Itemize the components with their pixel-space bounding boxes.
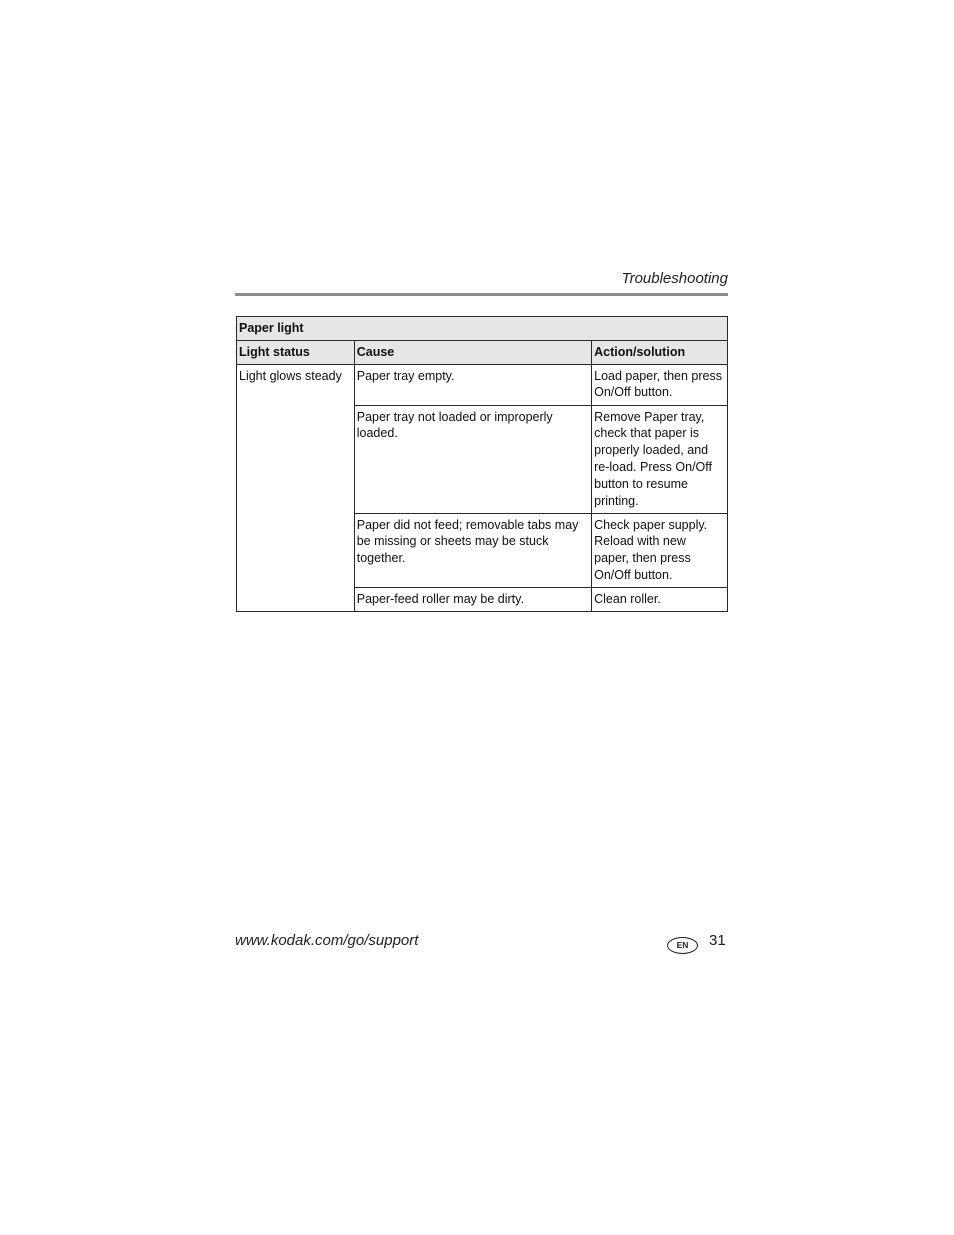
cause-cell: Paper did not feed; removable tabs may be missing or sheets may be stuck together.: [354, 513, 591, 587]
cause-cell: Paper tray not loaded or improperly loaded.: [354, 405, 591, 513]
light-status-cell: Light glows steady: [237, 364, 355, 611]
action-cell: Load paper, then press On/Off button.: [592, 364, 728, 405]
language-badge: EN: [667, 937, 698, 954]
column-header-cause: Cause: [354, 340, 591, 364]
table-header-row: [237, 340, 728, 364]
action-cell: Clean roller.: [592, 587, 728, 611]
table-row: [237, 364, 728, 405]
action-cell: Remove Paper tray, check that paper is properly loaded, and re-load. Press On/Off button to resume printing.: [592, 405, 728, 513]
cause-cell: Paper-feed roller may be dirty.: [354, 587, 591, 611]
column-header-light-status: Light status: [237, 340, 355, 364]
paper-light-table: [236, 316, 728, 612]
header-divider: [235, 293, 728, 296]
column-header-action: Action/solution: [592, 340, 728, 364]
table-title-row: [237, 317, 728, 341]
cause-cell: Paper tray empty.: [354, 364, 591, 405]
action-cell: Check paper supply. Reload with new paper, then press On/Off button.: [592, 513, 728, 587]
section-title: Troubleshooting: [621, 270, 728, 287]
page-number: 31: [709, 932, 726, 949]
table-title: Paper light: [237, 317, 728, 341]
support-url-link[interactable]: www.kodak.com/go/support: [235, 932, 419, 949]
